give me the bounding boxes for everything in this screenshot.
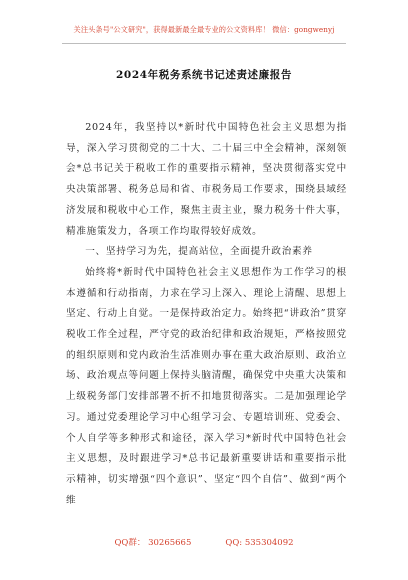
section-heading-1: 一、坚持学习为先，提高站位，全面提升政治素养 (85, 246, 313, 258)
document-body (66, 118, 347, 511)
header-divider (62, 43, 346, 44)
footer-qq-number: QQ: 535304092 (225, 538, 294, 548)
document-title: 2024年税务系统书记述责述廉报告 (116, 69, 292, 81)
header-notice: 关注头条号"公文研究"，获得最新最全最专业的公文资料库！ 微信：gongwenyj (73, 25, 335, 34)
paragraph-section-1: 始终将*新时代中国特色社会主义思想作为工作学习的根本遵循和行动指南，力求在学习上深入、理论上清醒、思想上坚定、行动上自觉。一是保持政治定力。始终把“讲政治”贯穿税收工作全过程，严守党的政治纪律和政治规矩，严格按照党的组织原则和党内政治生活准则办事在重大政治原则、政治立场、政治观点等问题上保持头脑清醒，确保党中央重大决策和上级税务部门安排部署不折不扣地贯彻落实。二是加强理论学习。通过党委理论学习中心组学习会、专题培训班、党委会、个人自学等多种形式和途径，深入学习*新时代中国特色社会主义思想，及时跟进学习*总书记最新重要讲话和重要指示批示精神，切实增强“四个意识”、坚定“四个自信”、做到“两个维 (66, 266, 347, 506)
footer-qq-group: QQ群： 30265665 (114, 538, 192, 548)
footer-contact (0, 537, 408, 549)
paragraph-intro: 2024年，我坚持以*新时代中国特色社会主义思想为指导，深入学习贯彻党的二十大、二十届三中全会精神，深刻领会*总书记关于税收工作的重要指示精神，坚决贯彻落实党中央决策部署、税务总局和省、市税务局工作要求，围绕县域经济发展和税收中心工作，聚焦主责主业，聚力税务十件大事，精准施策发力，各项工作均取得较好成效。 (66, 122, 347, 237)
